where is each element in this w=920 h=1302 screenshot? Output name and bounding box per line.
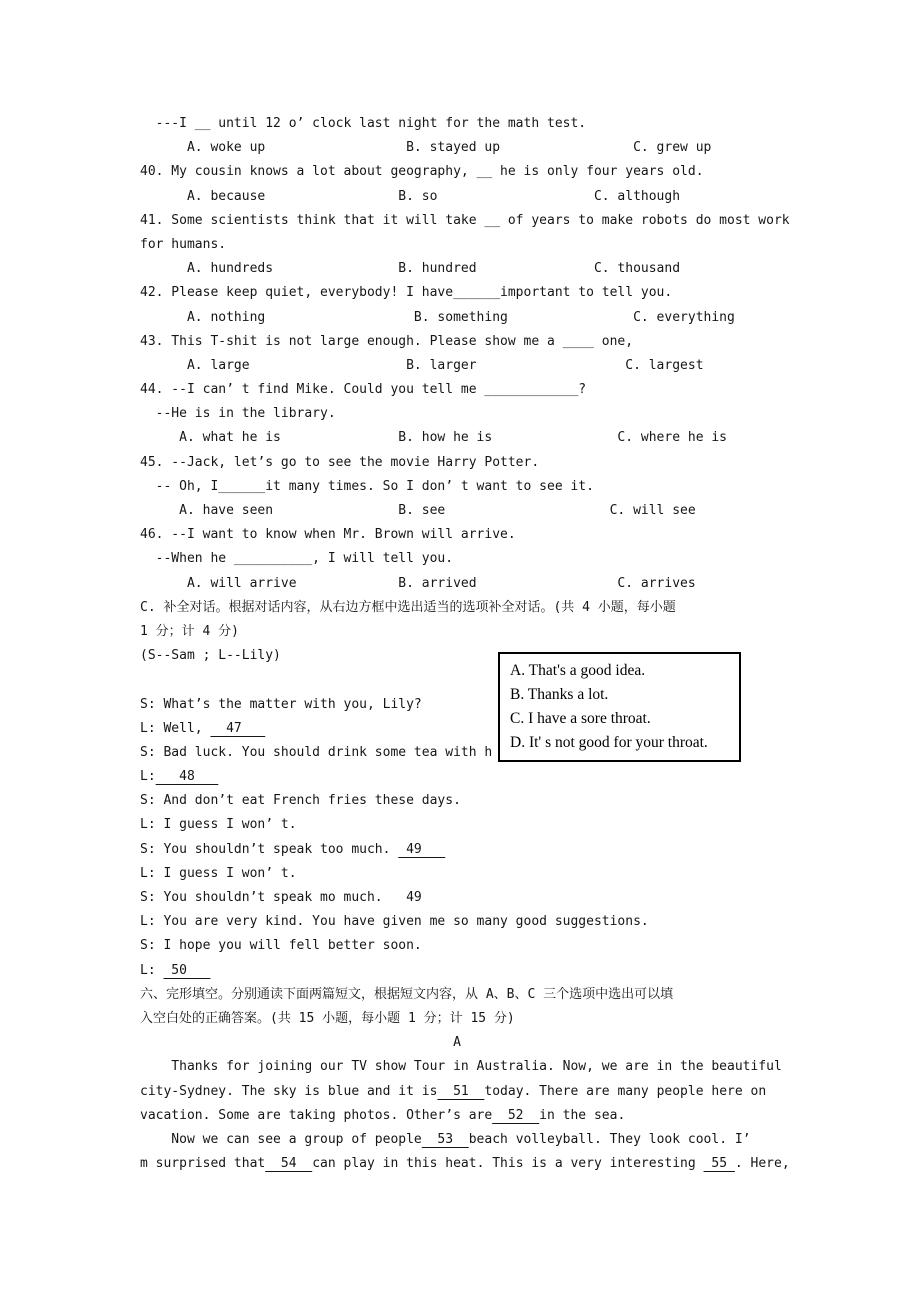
text-line: 40. My cousin knows a lot about geography, __ he is only four years old. [140,164,704,180]
text-line: (S--Sam ; L--Lily) [140,648,281,664]
text-line: L: I guess I won’ t. [140,865,297,881]
text-segment: city-Sydney. The sky is blue and it is [140,1083,438,1099]
blank-underline: 47 [210,720,266,736]
blank-underline: 50 [163,962,211,978]
text-line: --He is in the library. [140,406,336,422]
text-line: 45. --Jack, let’s go to see the movie Harry Potter. [140,454,540,470]
text-line [140,1152,840,1176]
blank-underline: 49 [398,841,446,857]
text-segment: in the sea. [539,1107,626,1123]
text-line [140,1080,840,1104]
text-line: S: And don’t eat French fries these days. [140,793,461,809]
blank-underline: 51 [437,1083,485,1099]
text-segment: S: You shouldn’t speak too much. [140,841,399,857]
text-line: A [140,1035,461,1051]
text-segment: L: Well, [140,720,211,736]
text-line: A. what he is B. how he is C. where he is [140,430,727,446]
text-line: S: I hope you will fell better soon. [140,938,422,954]
text-line [140,838,840,862]
dialogue-option: D. It' s not good for your throat. [510,734,708,751]
text-line: C. 补全对话。根据对话内容，从右边方框中选出适当的选项补全对话。(共 4 小题，每小题 [140,599,676,615]
text-line: 41. Some scientists think that it will take __ of years to make robots do most work [140,212,790,228]
text-line: ---I __ until 12 o’ clock last night for the math test. [140,116,587,131]
text-segment: beach volleyball. They look cool. I’ [468,1131,751,1147]
text-line: --When he __________, I will tell you. [140,551,454,567]
text-segment: vacation. Some are taking photos. Other’s are [140,1107,493,1123]
text-line: 六、完形填空。分别通读下面两篇短文，根据短文内容，从 A、B、C 三个选项中选出可以填 [140,986,674,1002]
text-line: S: What’s the matter with you, Lily? [140,696,422,712]
text-line [140,1104,840,1128]
text-line: A. woke up B. stayed up C. grew up [140,140,712,156]
text-line: S: Bad luck. You should drink some tea with h [140,744,493,760]
text-line: A. have seen B. see C. will see [140,503,696,518]
text-line [140,1128,840,1152]
blank-underline: 52 [492,1107,540,1123]
text-line: A. hundreds B. hundred C. thousand [140,261,681,277]
text-line: L: I guess I won’ t. [140,817,297,833]
dialogue-option: A. That's a good idea. [510,662,646,679]
dialogue-option: C. I have a sore throat. [510,710,651,727]
text-segment: Now we can see a group of people [140,1131,422,1147]
dialogue-options-box [498,652,741,762]
blank-underline: 48 [155,769,219,785]
blank-underline: 55 [703,1156,735,1172]
text-segment: L: [140,962,164,978]
text-line: 1 分；计 4 分) [140,623,239,639]
text-line [140,765,840,789]
text-line: 44. --I can’ t find Mike. Could you tell me ____________? [140,382,587,398]
text-line: 43. This T-shit is not large enough. Please show me a ____ one, [140,333,634,349]
text-line: 42. Please keep quiet, everybody! I have______important to tell you. [140,285,673,301]
document-body [140,112,840,1176]
text-line: A. because B. so C. although [140,188,681,204]
text-segment: . Here, [734,1156,790,1172]
text-line: for humans. [140,236,227,252]
text-line: 入空白处的正确答案。(共 15 小题，每小题 1 分；计 15 分) [140,1010,515,1026]
text-line: A. nothing B. something C. everything [140,309,735,325]
text-segment: today. There are many people here on [484,1083,767,1099]
text-line: L: You are very kind. You have given me so many good suggestions. [140,914,649,930]
text-line: A. will arrive B. arrived C. arrives [140,575,696,591]
blank-underline: 54 [265,1156,313,1172]
text-line: 46. --I want to know when Mr. Brown will arrive. [140,527,516,543]
text-line: S: You shouldn’t speak mo much. 49 [140,890,422,905]
text-segment: can play in this heat. This is a very interesting [312,1156,704,1172]
text-segment: m surprised that [140,1156,266,1172]
dialogue-options-list [510,659,733,755]
text-line: -- Oh, I______it many times. So I don’ t want to see it. [140,478,594,494]
text-line: Thanks for joining our TV show Tour in Australia. Now, we are in the beautiful [140,1059,782,1075]
text-segment: L: [140,769,156,785]
text-line: A. large B. larger C. largest [140,357,704,373]
dialogue-option: B. Thanks a lot. [510,686,609,703]
text-line [140,959,840,983]
blank-underline: 53 [421,1131,469,1147]
